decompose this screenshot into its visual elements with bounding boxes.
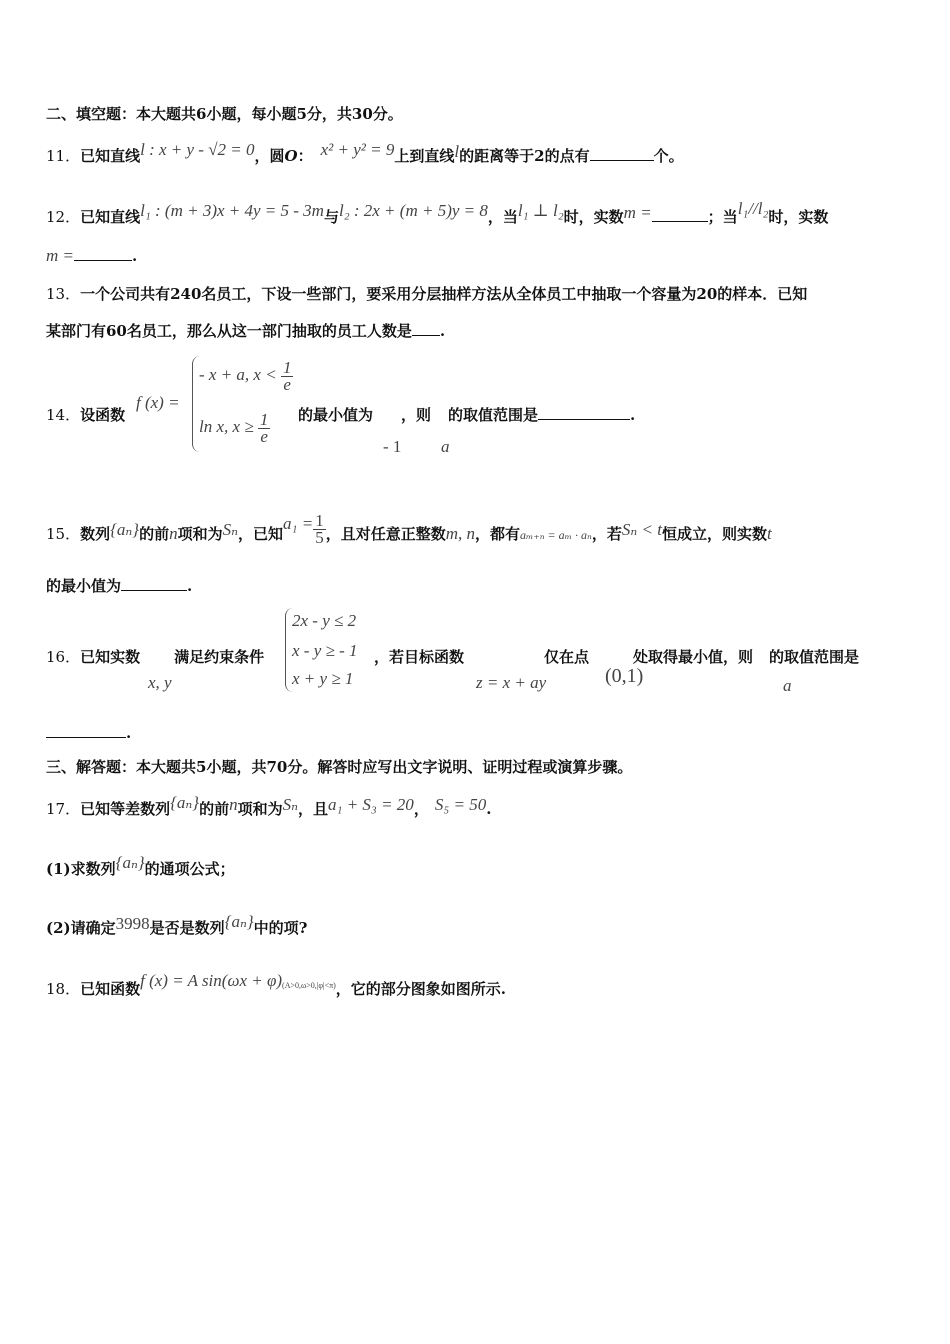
- q12-end: .: [132, 247, 138, 265]
- q18-text: ，它的部分图象如图所示.: [335, 980, 507, 998]
- q15-sn: Sₙ: [222, 520, 239, 539]
- q16-text: 已知实数: [80, 648, 141, 666]
- q18-number: 18．: [46, 980, 81, 998]
- q11-text: ，圆: [254, 147, 285, 165]
- frac-denominator: e: [260, 427, 268, 446]
- q15-text: 数列: [80, 525, 111, 543]
- q12-number: 12．: [46, 208, 81, 226]
- question-15-cont: [46, 576, 192, 596]
- q15-t: t: [767, 524, 772, 543]
- q16-xy: x, y: [148, 673, 172, 692]
- q16-objective: z = x + ay: [476, 673, 547, 692]
- q15-inequality: Sₙ < t: [621, 520, 662, 539]
- q11-circle-name: O: [284, 147, 298, 165]
- q12-answer-blank-2[interactable]: [74, 246, 132, 261]
- q11-text: 的距离等于2的点有: [459, 147, 590, 165]
- q15-text: ，都有: [474, 525, 520, 543]
- question-16: [46, 647, 264, 667]
- q11-circle-eq: x² + y² = 9: [320, 140, 395, 159]
- q16-number: 16．: [46, 648, 81, 666]
- q12-l1: l₁ : (m + 3)x + 4y = 5 - 3m: [140, 201, 324, 220]
- q17-end: .: [486, 800, 492, 818]
- q14-a: a: [441, 437, 450, 456]
- q15-line2: 的最小值为: [46, 577, 122, 595]
- q11-number: 11．: [46, 147, 81, 165]
- q14-text: 的取值范围是: [448, 406, 539, 424]
- q15-a1: a₁ =: [283, 514, 314, 533]
- q13-line2: 某部门有60名员工，那么从这一部门抽取的员工人数是: [46, 322, 412, 340]
- frac-denominator: 5: [315, 528, 324, 547]
- q16-text-2: [374, 647, 859, 667]
- q13-answer-blank[interactable]: [412, 321, 440, 336]
- q14-case-2: [199, 412, 270, 445]
- q15-seq: {aₙ}: [110, 520, 140, 539]
- q12-answer-blank-1[interactable]: [652, 207, 708, 222]
- question-12-cont: [46, 246, 137, 266]
- q15-text: 恒成立，则实数: [662, 525, 768, 543]
- q11-answer-blank[interactable]: [590, 146, 654, 161]
- q16-text: 仅在点: [544, 648, 590, 666]
- q17-seq: {aₙ}: [115, 853, 145, 872]
- question-12: [46, 199, 828, 227]
- q12-text: 与: [323, 208, 339, 226]
- q16-text: 满足约束条件: [174, 648, 265, 666]
- q17-text: 项和为: [237, 800, 283, 818]
- q14-text: 设函数: [80, 406, 126, 424]
- q11-text: ：: [297, 147, 313, 165]
- q11-text: 上到直线: [394, 147, 455, 165]
- q15-answer-blank[interactable]: [121, 576, 187, 591]
- q16-a: a: [783, 676, 792, 695]
- q17-text: 的前: [199, 800, 230, 818]
- q14-case-2-expr: ln x, x ≥: [199, 417, 254, 436]
- q11-text: 个。: [653, 147, 684, 165]
- question-17-part-2: [46, 912, 307, 938]
- q16-point: (0,1): [605, 665, 644, 687]
- frac-denominator: e: [283, 375, 291, 394]
- q11-line-eq: l : x + y - √2 = 0: [140, 140, 255, 159]
- question-18: [46, 971, 506, 999]
- q14-text-2: [298, 405, 635, 425]
- q13-line1: 一个公司共有240名员工，下设一些部门，要采用分层抽样方法从全体员工中抽取一个容量为20的样本．已知: [80, 285, 808, 303]
- q12-m-eq: m =: [623, 203, 652, 222]
- q12-text: 已知直线: [80, 208, 141, 226]
- frac-numerator: 1: [315, 511, 324, 530]
- q17-text: 已知等差数列: [80, 800, 171, 818]
- q17-condition-1: a₁ + S₃ = 20: [328, 795, 414, 814]
- q15-number: 15．: [46, 525, 81, 543]
- q17-seq: {aₙ}: [224, 912, 254, 931]
- frac-numerator: 1: [282, 358, 292, 377]
- q14-min-value: - 1: [383, 437, 402, 456]
- question-15: [46, 513, 772, 546]
- q17-part-2-text: 中的项?: [253, 919, 308, 937]
- q17-sn: Sₙ: [282, 795, 299, 814]
- question-13-cont: [46, 321, 445, 341]
- question-16-cont: [46, 723, 131, 743]
- q18-function: f (x) = A sin(ωx + φ): [140, 971, 283, 990]
- q16-text: 处取得最小值，则: [633, 648, 754, 666]
- q17-number-3998: 3998: [115, 914, 150, 933]
- q12-l2: l₂ : 2x + (m + 5)y = 8: [338, 201, 488, 220]
- question-13: [46, 284, 807, 304]
- question-17: [46, 793, 491, 819]
- q14-text: ，则: [401, 406, 432, 424]
- q17-number: 17．: [46, 800, 81, 818]
- q17-seq: {aₙ}: [170, 793, 200, 812]
- q18-condition: (A>0,ω>0,|φ|<π): [282, 981, 336, 990]
- q12-text: 时，实数: [563, 208, 624, 226]
- q11-l: l: [454, 142, 460, 161]
- q17-n: n: [229, 795, 238, 814]
- question-14: [46, 405, 125, 425]
- q12-text: ，当: [487, 208, 518, 226]
- section3-heading: 三、解答题：本大题共5小题，共70分。解答时应写出文字说明、证明过程或演算步骤。: [46, 758, 633, 776]
- q12-perp: l₁ ⊥ l₂: [517, 201, 564, 220]
- frac-numerator: 1: [259, 410, 269, 429]
- q15-text: ，已知: [238, 525, 284, 543]
- q17-text: ，: [413, 800, 429, 818]
- q17-part-2-text: 是否是数列: [149, 919, 225, 937]
- q11-text: 已知直线: [80, 147, 141, 165]
- q12-m-eq-2: m =: [46, 246, 74, 265]
- q15-text: ，且对任意正整数: [325, 525, 446, 543]
- q15-mn: m, n: [445, 524, 475, 543]
- q14-fx: f (x) =: [136, 393, 180, 412]
- q12-par: l₁//l₂: [737, 199, 769, 218]
- q17-part-1-text: (1)求数列: [46, 860, 116, 878]
- q14-case-2-frac: [258, 412, 271, 445]
- section2-heading: 二、填空题：本大题共6小题，每小题5分，共30分。: [46, 105, 403, 123]
- q14-text: 的最小值为: [298, 406, 374, 424]
- q14-answer-blank[interactable]: [538, 405, 630, 420]
- q16-constraint-3: x + y ≥ 1: [292, 669, 354, 688]
- q14-number: 14．: [46, 406, 81, 424]
- question-11: [46, 140, 684, 166]
- q18-text: 已知函数: [80, 980, 141, 998]
- q15-frac: [313, 513, 326, 546]
- q16-constraint-2: x - y ≥ - 1: [292, 641, 358, 660]
- q14-case-1-expr: - x + a, x <: [199, 365, 277, 384]
- q17-part-1-text: 的通项公式；: [144, 860, 235, 878]
- q12-text: ；当: [707, 208, 738, 226]
- q15-text: 项和为: [177, 525, 223, 543]
- q14-end: .: [630, 406, 636, 424]
- q16-constraint-1: 2x - y ≤ 2: [292, 611, 357, 630]
- q17-text: ，且: [298, 800, 329, 818]
- q13-end: .: [439, 322, 446, 340]
- q15-relation: aₘ₊ₙ = aₘ · aₙ: [520, 528, 592, 542]
- q16-answer-blank[interactable]: [46, 723, 126, 738]
- q17-part-2-text: (2)请确定: [46, 919, 116, 937]
- q15-end: .: [187, 577, 193, 595]
- q14-case-1: [199, 360, 293, 393]
- q16-text: ，若目标函数: [374, 648, 465, 666]
- q15-text: ，若: [591, 525, 622, 543]
- q12-text: 时，实数: [768, 208, 829, 226]
- question-17-part-1: [46, 853, 235, 879]
- q14-case-1-frac: [281, 360, 294, 393]
- q16-text: 的取值范围是: [769, 648, 860, 666]
- q15-text: 的前: [139, 525, 170, 543]
- q16-end: .: [126, 724, 132, 742]
- q17-condition-2: S₅ = 50: [434, 795, 487, 814]
- q15-n: n: [169, 524, 178, 543]
- q13-number: 13．: [46, 285, 81, 303]
